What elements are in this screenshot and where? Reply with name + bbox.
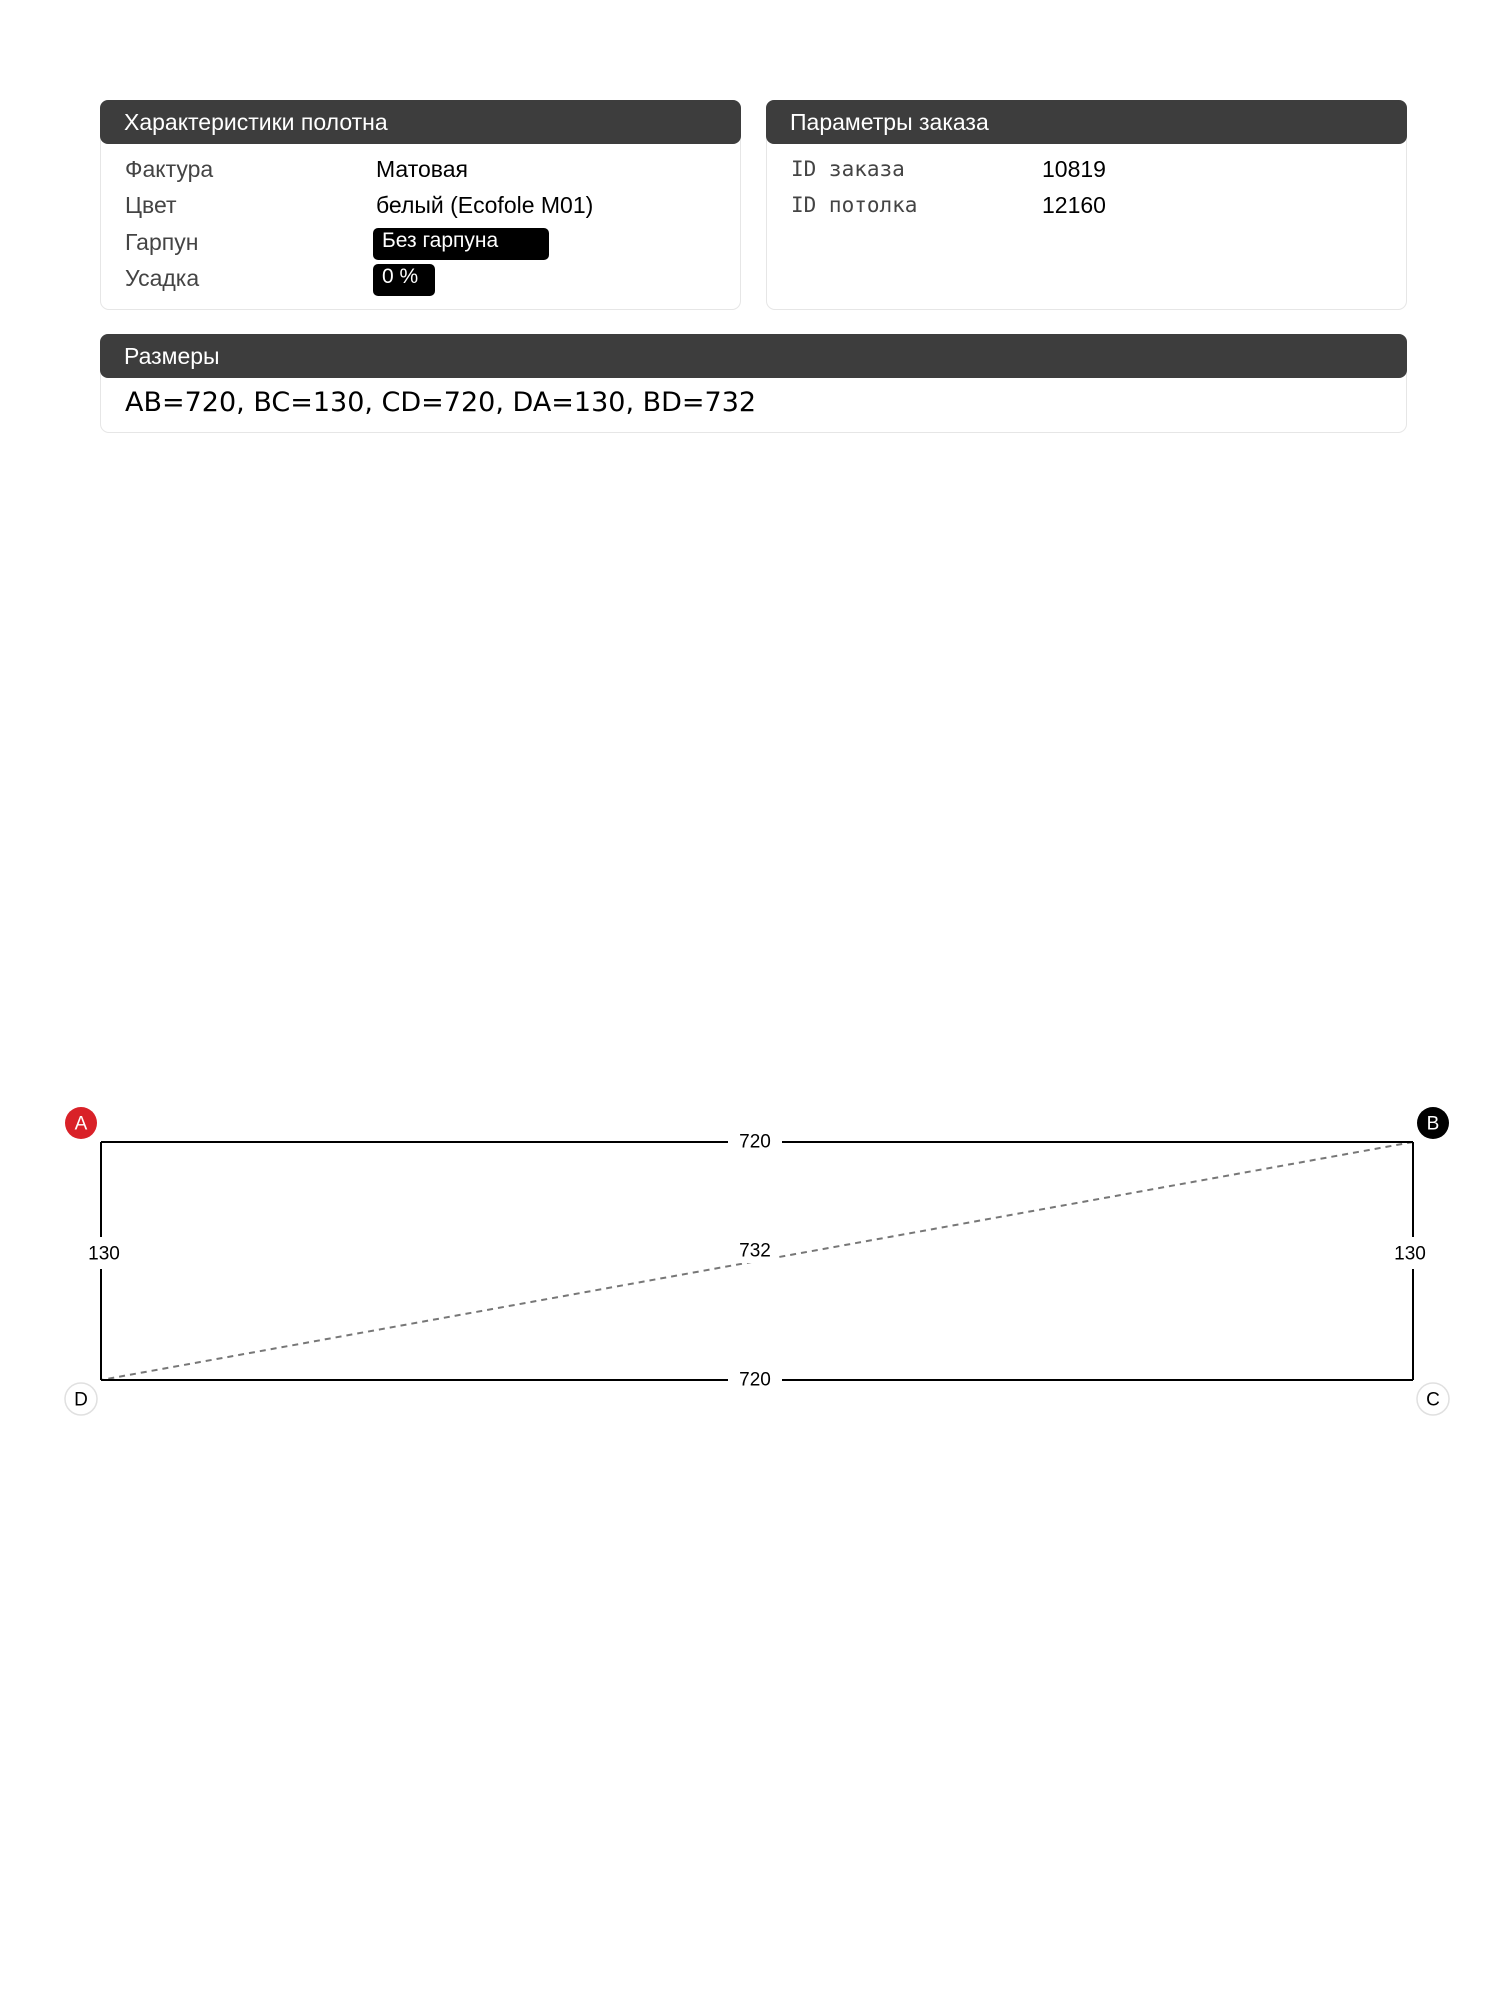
corner-a-marker xyxy=(65,1107,97,1139)
shrinkage-badge: 0 % xyxy=(373,264,435,296)
color-label: Цвет xyxy=(125,192,177,218)
canvas-characteristics-title: Характеристики полотна xyxy=(100,100,741,144)
corner-d-marker xyxy=(65,1383,97,1415)
corner-b-marker xyxy=(1417,1107,1449,1139)
harpoon-label: Гарпун xyxy=(125,229,199,255)
harpoon-badge: Без гарпуна xyxy=(373,228,549,260)
sizes-title: Размеры xyxy=(100,334,1407,378)
texture-value: Матовая xyxy=(376,156,468,182)
corner-c-label: C xyxy=(1426,1389,1440,1411)
order-parameters-title: Параметры заказа xyxy=(766,100,1407,144)
shrinkage-label: Усадка xyxy=(125,265,200,291)
dimension-bc-label: 130 xyxy=(1394,1243,1426,1265)
corner-b-label: B xyxy=(1426,1113,1440,1135)
dimension-da-label: 130 xyxy=(88,1243,120,1265)
corner-c-marker xyxy=(1417,1383,1449,1415)
ceiling-id-value: 12160 xyxy=(1042,192,1106,218)
sizes-summary: AB=720, BC=130, CD=720, DA=130, BD=732 xyxy=(125,387,757,418)
order-id-label: ID заказа xyxy=(791,157,905,181)
dimension-ab-label: 720 xyxy=(739,1131,771,1153)
color-value: белый (Ecofole M01) xyxy=(376,192,594,218)
corner-a-label: A xyxy=(74,1113,88,1135)
texture-label: Фактура xyxy=(125,156,214,182)
ceiling-id-label: ID потолка xyxy=(791,193,918,217)
dimension-bd-label: 732 xyxy=(739,1240,771,1262)
corner-d-label: D xyxy=(74,1389,88,1411)
dimension-cd-label: 720 xyxy=(739,1369,771,1391)
order-id-value: 10819 xyxy=(1042,156,1106,182)
